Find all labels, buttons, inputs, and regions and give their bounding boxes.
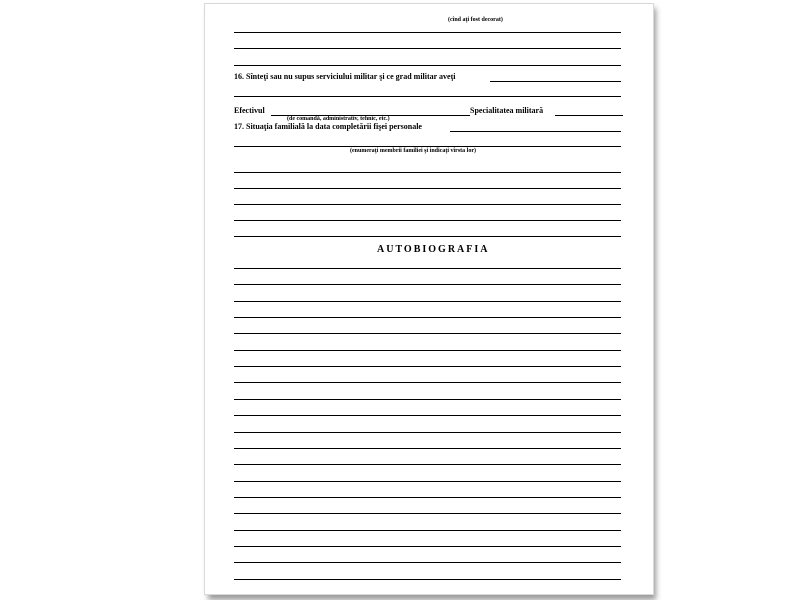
autobiography-line[interactable]: [234, 301, 621, 302]
autobiography-line[interactable]: [234, 497, 621, 498]
decorations-line-3: [234, 65, 621, 66]
specialty-label: Specialitatea militară: [470, 106, 544, 115]
autobiography-line[interactable]: [234, 284, 621, 285]
autobiography-line[interactable]: [234, 382, 621, 383]
family-line-4[interactable]: [234, 204, 621, 205]
family-hint: (enumeraţi membrii familiei şi indicaţi vîrsta lor): [350, 148, 476, 154]
family-line-2[interactable]: [234, 172, 621, 173]
autobiography-line[interactable]: [234, 399, 621, 400]
military-line[interactable]: [234, 96, 621, 97]
family-line-1[interactable]: [234, 146, 621, 147]
autobiography-line[interactable]: [234, 415, 621, 416]
form-page: [204, 3, 654, 595]
autobiography-line[interactable]: [234, 464, 621, 465]
question-17-answer-line[interactable]: [450, 131, 621, 132]
autobiography-line[interactable]: [234, 333, 621, 334]
autobiography-line[interactable]: [234, 366, 621, 367]
autobiography-line[interactable]: [234, 350, 621, 351]
specialty-answer-line[interactable]: [555, 115, 623, 116]
effective-hint: (de comandă, administrativ, tehnic, etc.): [287, 116, 390, 122]
autobiography-line[interactable]: [234, 268, 621, 269]
autobiography-line[interactable]: [234, 513, 621, 514]
autobiography-line[interactable]: [234, 432, 621, 433]
decorations-line-1: [234, 32, 621, 33]
family-line-6[interactable]: [234, 236, 621, 237]
autobiography-line[interactable]: [234, 562, 621, 563]
family-line-5[interactable]: [234, 220, 621, 221]
question-16-answer-line[interactable]: [490, 81, 621, 82]
autobiography-line[interactable]: [234, 448, 621, 449]
family-line-3[interactable]: [234, 188, 621, 189]
autobiography-line[interactable]: [234, 546, 621, 547]
decorations-hint: (cînd aţi fost decorat): [448, 17, 503, 23]
autobiography-line[interactable]: [234, 579, 621, 580]
effective-label: Efectivul: [234, 106, 265, 115]
decorations-line-2: [234, 48, 621, 49]
autobiography-line[interactable]: [234, 481, 621, 482]
question-17-label: 17. Situaţia familială la data completării fişei personale: [234, 122, 422, 131]
autobiography-title: AUTOBIOGRAFIA: [377, 244, 490, 255]
autobiography-line[interactable]: [234, 317, 621, 318]
question-16-label: 16. Sînteţi sau nu supus serviciului militar şi ce grad militar aveţi: [234, 72, 456, 81]
autobiography-line[interactable]: [234, 530, 621, 531]
